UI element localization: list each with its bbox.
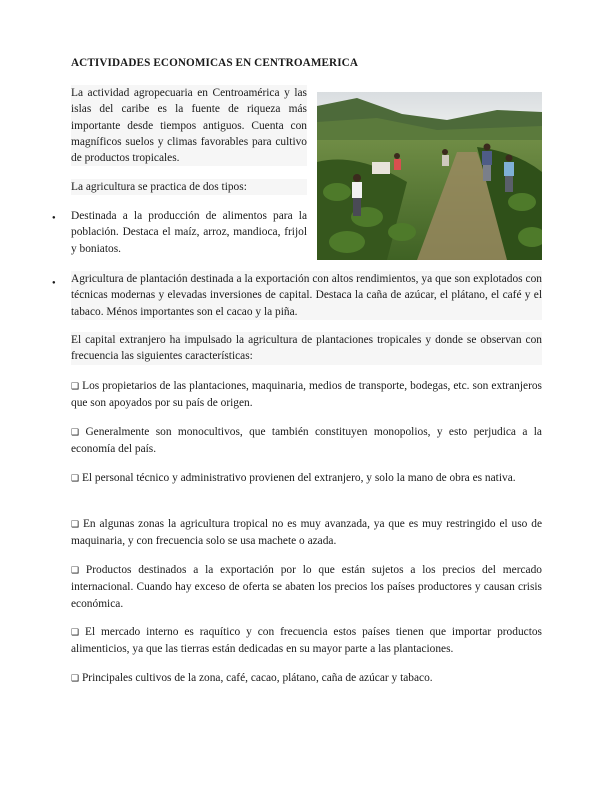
- farm-workers-photo: [317, 92, 542, 260]
- checkbox-icon: ❑: [71, 674, 80, 684]
- intro-paragraph: La actividad agropecuaria en Centroamérica y las islas del caribe es la fuente de riqueza más importante desde tiempos antiguos. Cuenta con magníficos suelos y climas favorables para cultivo de productos tropicales.: [71, 85, 307, 166]
- capital-intro: El capital extranjero ha impulsado la agricultura de plantaciones tropicales y donde se observan con frecuencia las siguientes características:: [71, 332, 542, 365]
- photo-illustration: [317, 92, 542, 260]
- checkbox-icon: ❑: [71, 566, 80, 576]
- checkbox-icon: ❑: [71, 428, 80, 438]
- characteristic-item-6: [71, 624, 542, 658]
- bullet-dot-2: ●: [52, 280, 56, 286]
- checkbox-icon: ❑: [71, 628, 80, 638]
- characteristic-text-2: Generalmente son monocultivos, que también constituyen monopolios, y esto perjudica a la economía del país.: [71, 426, 542, 456]
- checkbox-icon: ❑: [71, 520, 80, 530]
- characteristic-text-1: Los propietarios de las plantaciones, maquinaria, medios de transporte, bodegas, etc. son extranjeros que son apoyados por su país de origen.: [71, 380, 542, 410]
- bullet-dot-1: ●: [52, 215, 56, 221]
- checkbox-icon: ❑: [71, 382, 80, 392]
- characteristic-text-6: El mercado interno es raquítico y con frecuencia estos países tienen que importar productos alimenticios, ya que las tierras están dedicadas en su mayor parte a las plantaciones.: [71, 626, 542, 656]
- characteristic-item-3: [71, 470, 542, 487]
- document-title: ACTIVIDADES ECONOMICAS EN CENTROAMERICA: [71, 57, 359, 69]
- characteristic-text-4: En algunas zonas la agricultura tropical no es muy avanzada, ya que es muy restringido el uso de maquinaria, y con frecuencia solo se usa machete o azada.: [71, 518, 543, 548]
- characteristic-text-5: Productos destinados a la exportación por lo que están sujetos a los precios del mercado internacional. Cuando hay exceso de oferta se abaten los precios los países productores y causan crisis económica.: [71, 564, 542, 610]
- checkbox-icon: ❑: [71, 474, 80, 484]
- characteristic-text-3: El personal técnico y administrativo provienen del extranjero, y solo la mano de obra es nativa.: [81, 472, 516, 484]
- characteristic-text-7: Principales cultivos de la zona, café, cacao, plátano, caña de azúcar y tabaco.: [81, 672, 433, 684]
- characteristic-item-7: [71, 670, 542, 687]
- characteristic-item-4: [71, 516, 542, 550]
- bullet-item-plantation: Agricultura de plantación destinada a la exportación con altos rendimientos, ya que son explotados con técnicas modernas y elevadas inversiones de capital. Destaca la caña de azúcar, el plátano, el café y el tabaco. Ménos importantes son el cacao y la piña.: [71, 271, 542, 320]
- types-intro: La agricultura se practica de dos tipos:: [71, 179, 307, 195]
- bullet-item-food-crops: Destinada a la producción de alimentos para la población. Destaca el maíz, arroz, mandioca, frijol y boniatos.: [71, 210, 307, 255]
- characteristic-item-1: [71, 378, 542, 412]
- characteristic-item-2: [71, 424, 542, 458]
- characteristic-item-5: [71, 562, 542, 612]
